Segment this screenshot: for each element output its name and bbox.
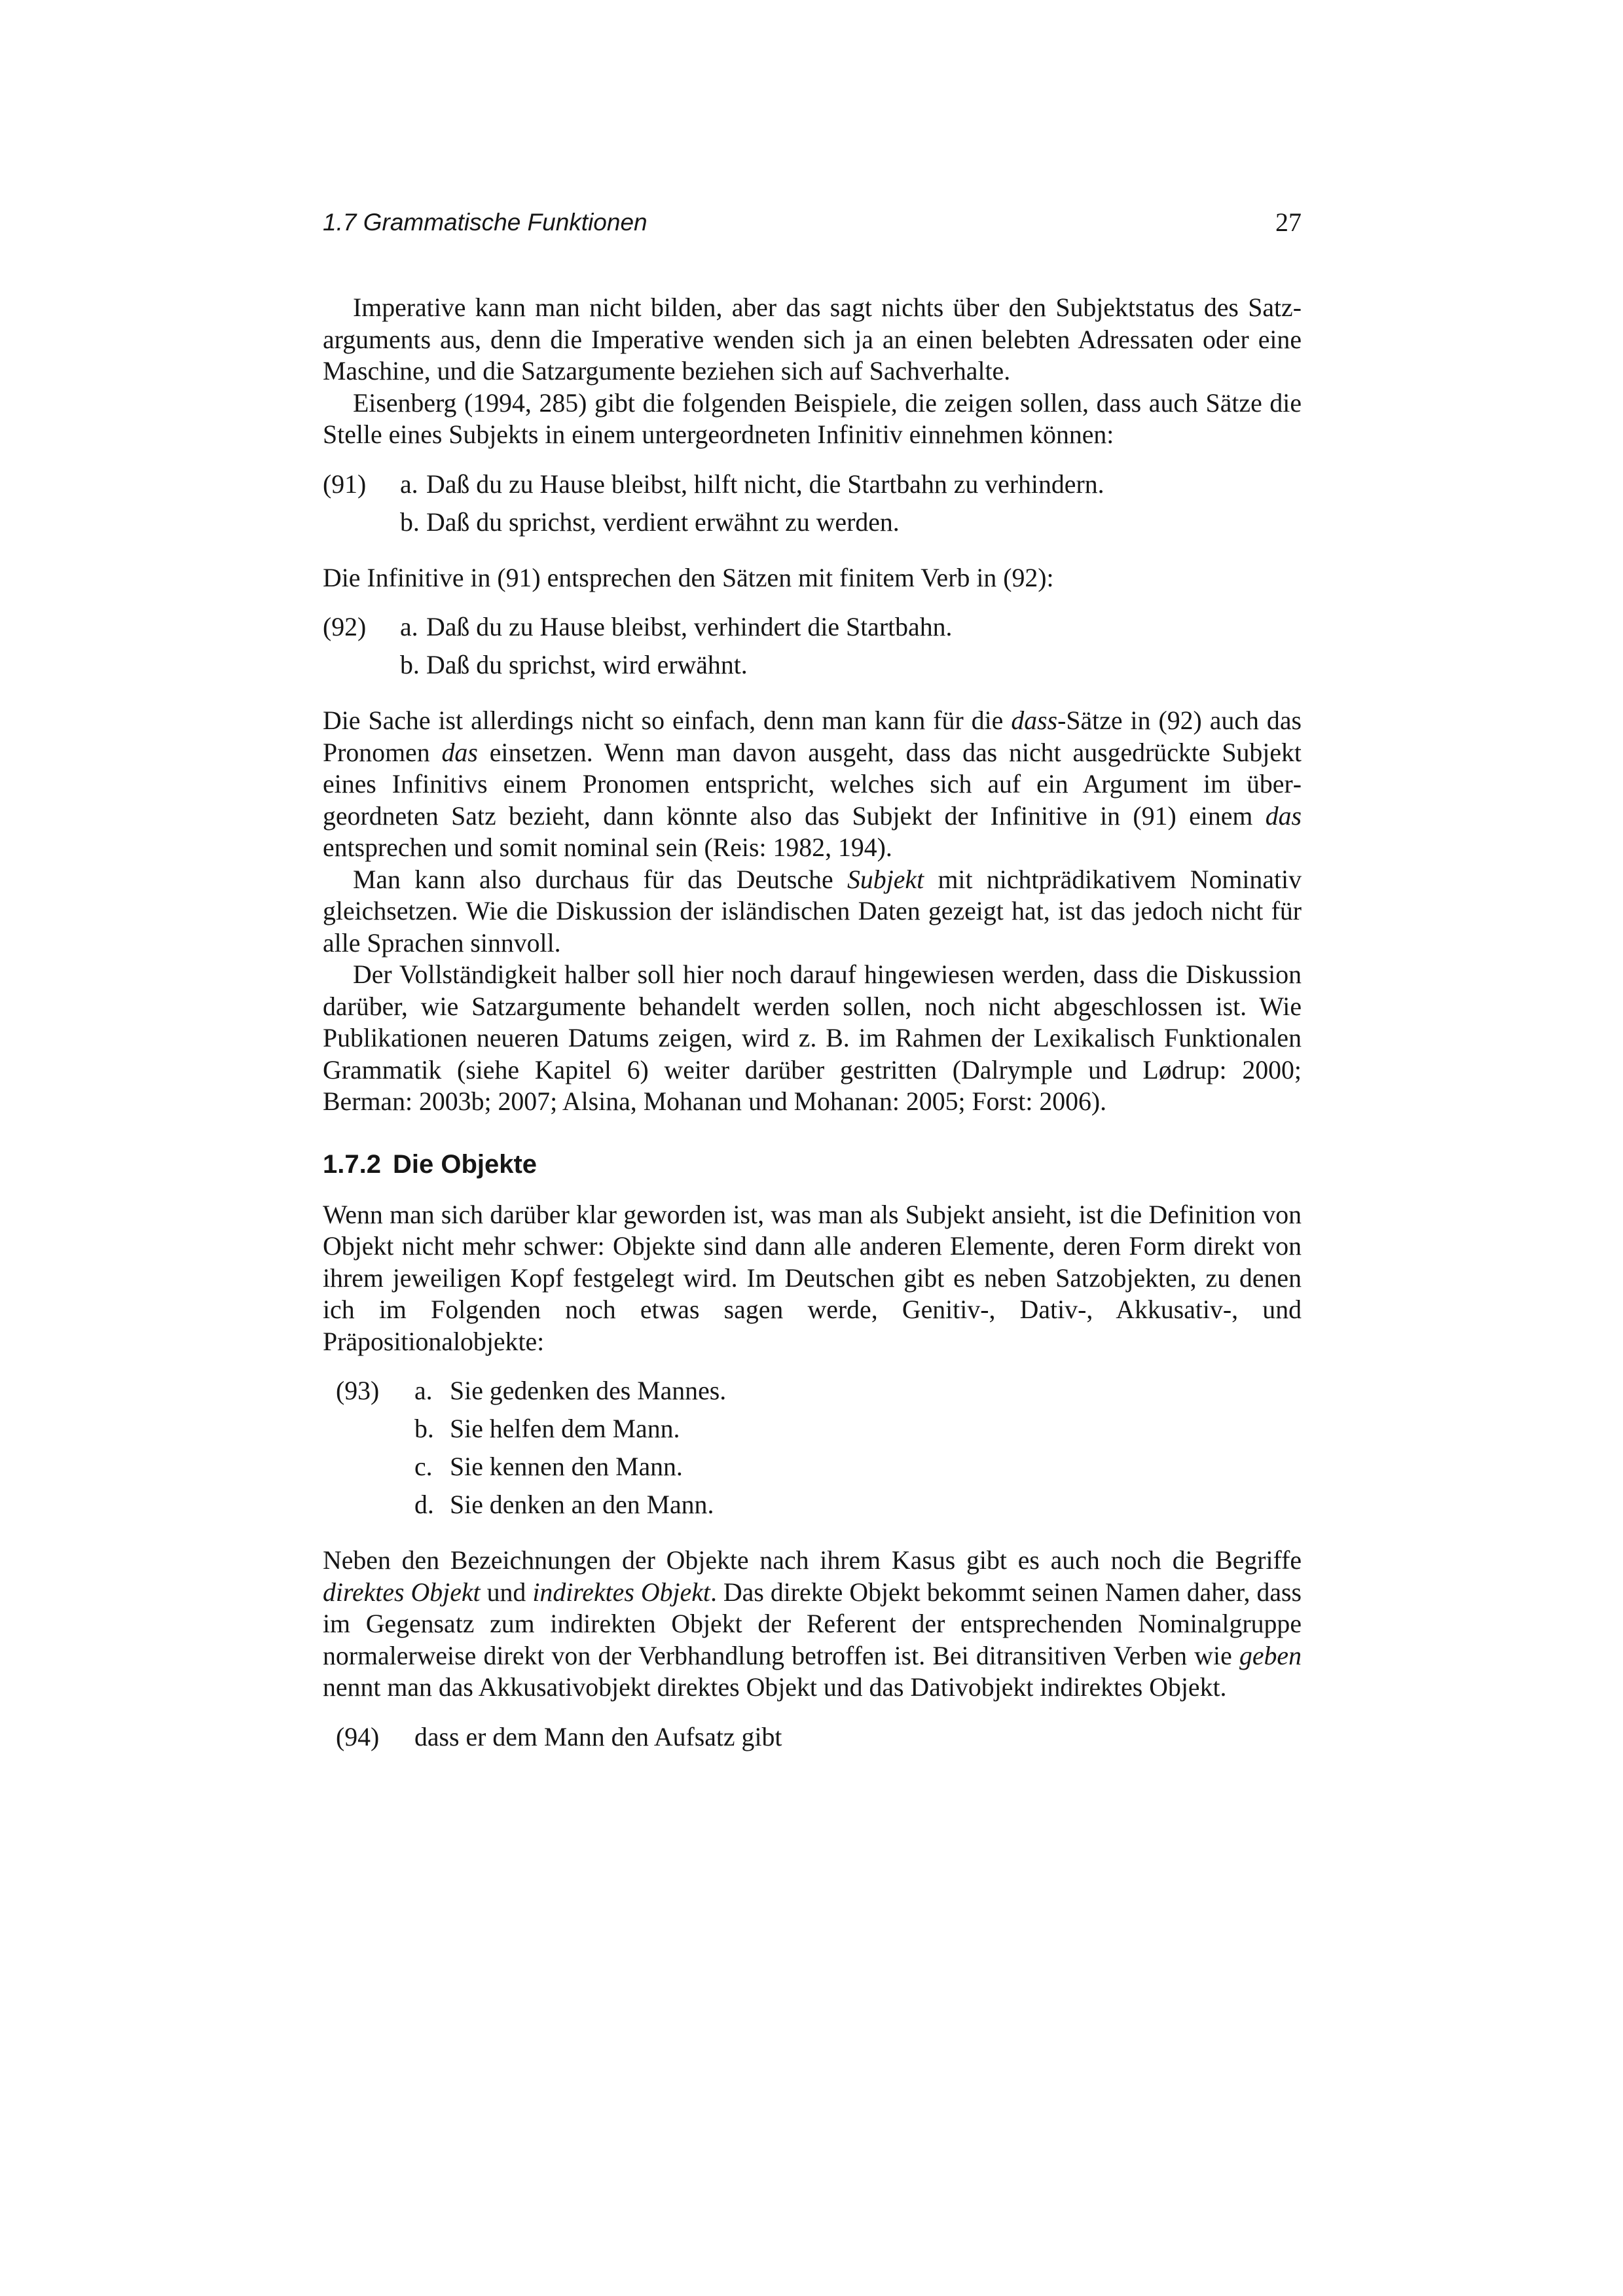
paragraph: Man kann also durchaus für das Deutsche Subjekt mit nichtprädikativem Nominativ gleichsetzen. Wie die Diskussion der isländischen Daten gezeigt hat, ist das jedoch nicht für alle Sprachen sinnvoll. [323,865,1302,958]
example-93 [323,1375,1302,1527]
paragraph: Imperative kann man nicht bilden, aber das sagt nichts über den Subjektstatus des Satzarguments aus, denn die Imperative wenden sich ja an einen belebten Adressaten oder eine Maschine, und die Satzargumente beziehen sich auf Sachverhalte. [323,293,1302,386]
example-label: b. [414,1414,434,1443]
paragraph: Der Vollständigkeit halber soll hier noch darauf hingewiesen werden, dass die Diskussion darüber, wie Satzargumente behandelt werden sollen, noch nicht abgeschlossen ist. Wie Publikationen neueren Datums zeigen, wird z. B. im Rahmen der Lexikalisch Funktionalen Grammatik (siehe Kapitel 6) weiter darüber gestritten (Dalrymple und Lødrup: 2000; Berman: 2003b; 2007; Alsina, Mohanan und Mohanan: 2005; Forst: 2006). [323,960,1302,1116]
example-label: a. [400,469,418,499]
example-label: a. [414,1376,433,1405]
example-text: Sie denken an den Mann. [450,1490,714,1519]
example-label: b. [400,507,420,537]
example-label: a. [400,613,418,641]
example-text: Sie kennen den Mann. [450,1452,683,1481]
example-text: dass er dem Mann den Aufsatz gibt [414,1722,782,1751]
example-number: (93) [336,1376,380,1405]
page-body [323,292,1302,1753]
example-label: d. [414,1490,434,1519]
example-number: (92) [323,613,367,641]
example-92 [323,611,1302,687]
section-heading: 1.7.2 Die Objekte [323,1149,538,1179]
example-94 [323,1721,1302,1753]
example-91 [323,469,1302,545]
example-item [323,1413,1302,1451]
paragraph: Eisenberg (1994, 285) gibt die folgenden Beispiele, die zeigen sollen, dass auch Sätze die Stelle eines Subjekts in einem untergeordneten Infinitiv einnehmen können: [323,388,1302,449]
paragraph: Wenn man sich darüber klar geworden ist, was man als Subjekt ansieht, ist die Definition von Objekt nicht mehr schwer: Objekte sind dann alle anderen Elemente, deren Form direkt von ihrem jeweiligen Kopf festgelegt wird. Im Deutschen gibt es neben Satzobjekten, zu denen ich im Folgenden noch etwas sagen werde, Genitiv-, Dativ-, Akkusativ-, und Präpositionalobjekte: [323,1200,1302,1356]
example-number: (94) [336,1722,380,1751]
paragraph: Die Sache ist allerdings nicht so einfach, denn man kann für die dass-Sätze in (92) auch das Pronomen das einsetzen. Wenn man davon ausgeht, dass das nicht ausgedrückte Subjekt eines Infinitivs einem Pronomen entspricht, welches sich auf ein Argument im übergeordneten Satz bezieht, dann könnte also das Subjekt der Infinitive in (91) einem das entsprechen und somit nominal sein (Reis: 1982, 194). [323,706,1302,862]
example-number: (91) [323,469,367,499]
section-title: 1.7 Grammatische Funktionen [323,209,647,236]
example-item [323,1451,1302,1489]
example-text: Sie helfen dem Mann. [450,1414,680,1443]
example-item [323,611,1302,649]
example-item [323,1489,1302,1527]
example-item [323,507,1302,545]
page-number: 27 [1275,207,1302,237]
paragraph: Neben den Bezeichnungen der Objekte nach ihrem Kasus gibt es auch noch die Begriffe direktes Objekt und indirektes Objekt. Das direkte Objekt bekommt seinen Namen daher, dass im Gegensatz zum indirekten Objekt der Referent der entsprechenden Nominalgruppe normalerweise direkt von der Verbhandlung betroffen ist. Bei ditransitiven Verben wie geben nennt man das Akkusativobjekt direktes Objekt und das Dativobjekt indirektes Objekt. [323,1546,1302,1702]
example-text: Daß du sprichst, verdient erwähnt zu werden. [426,507,900,537]
paragraph: Die Infinitive in (91) entsprechen den Sätzen mit finitem Verb in (92): [323,563,1054,592]
running-header [323,203,1302,242]
example-item [323,469,1302,507]
example-text: Daß du sprichst, wird erwähnt. [426,651,748,679]
example-text: Daß du zu Hause bleibst, hilft nicht, die Startbahn zu verhindern. [426,469,1104,499]
example-item [323,1375,1302,1413]
example-text: Sie gedenken des Mannes. [450,1376,727,1405]
example-label: b. [400,651,420,679]
example-label: c. [414,1452,433,1481]
example-item [323,649,1302,687]
example-text: Daß du zu Hause bleibst, verhindert die Startbahn. [426,613,953,641]
